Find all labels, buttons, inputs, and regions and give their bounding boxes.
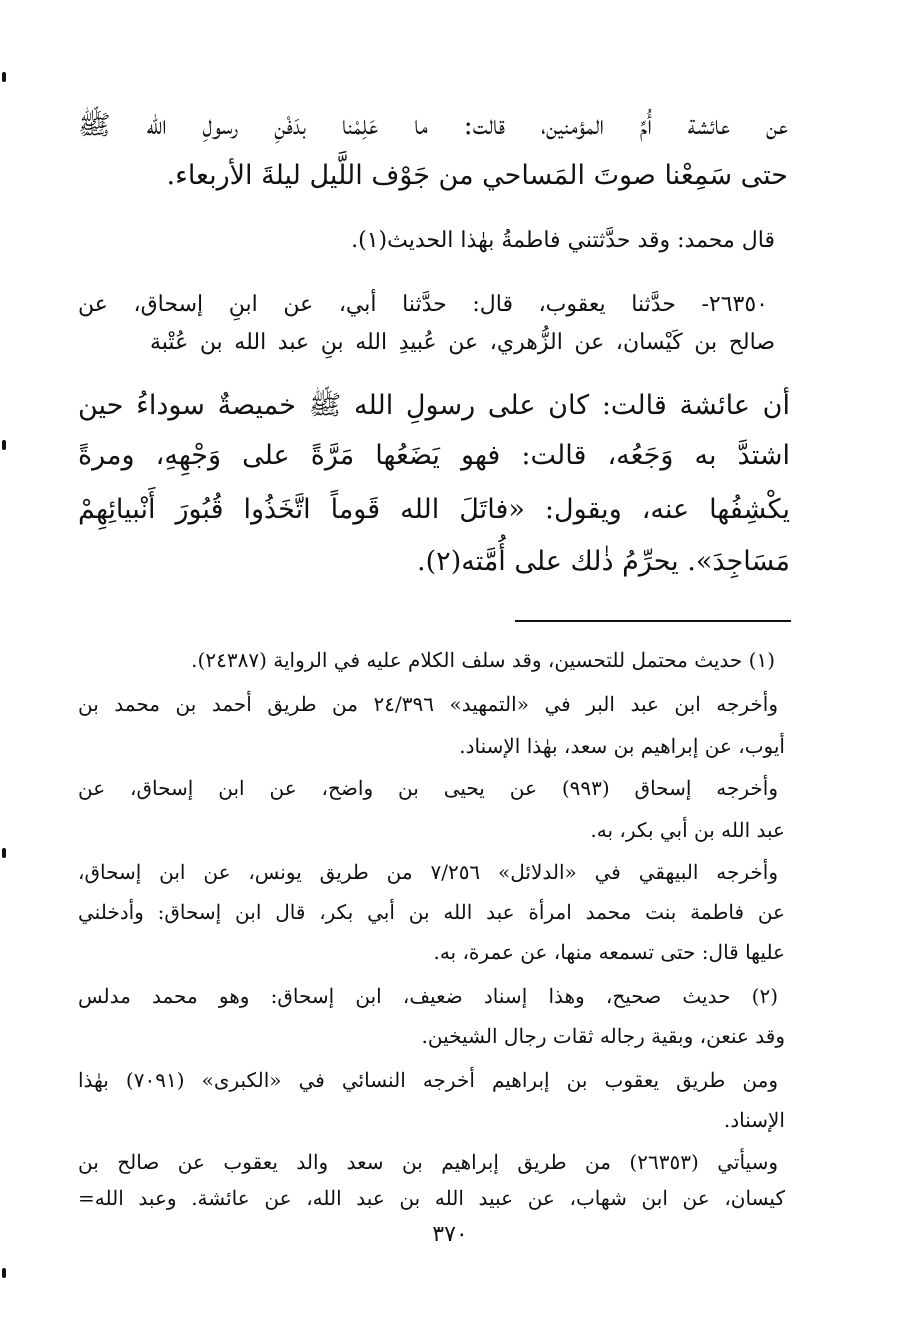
text-line: عن عائشة أُمِّ المؤمنين، قالت: ما عَلِمْنا بدَفْنِ رسولِ الله ﷺ bbox=[78, 110, 788, 141]
footnote-line: الإسناد. bbox=[723, 1108, 785, 1132]
scan-mark bbox=[2, 848, 6, 858]
footnote-line: عبد الله بن أبي بكر، به. bbox=[590, 818, 785, 842]
narrator-note: قال محمد: وقد حدَّثتني فاطمةُ بهٰذا الحديث(١). bbox=[351, 228, 775, 253]
hadith-isnad-line: صالح بن كَيْسان، عن الزُّهري، عن عُبيدِ الله بنِ عبد الله بن عُتْبة bbox=[150, 330, 775, 355]
scan-mark bbox=[2, 72, 6, 82]
footnote-line: وأخرجه ابن عبد البر في «التمهيد» ٢٤/٣٩٦ من طريق أحمد بن محمد بن bbox=[78, 692, 778, 716]
footnote-separator bbox=[515, 620, 791, 622]
footnote-line: عن فاطمة بنت محمد امرأة عبد الله بن أبي بكر، قال ابن إسحاق: وأدخلني bbox=[78, 900, 785, 924]
scan-mark bbox=[2, 1268, 6, 1278]
hadith-matn-line: اشتدَّ به وَجَعُه، قالت: فهو يَضَعُها مَرَّةً على وَجْهِهِ، ومرةً bbox=[78, 440, 790, 471]
hadith-isnad-line: ٢٦٣٥٠- حدَّثنا يعقوب، قال: حدَّثنا أبي، عن ابنِ إسحاق، عن bbox=[78, 292, 768, 317]
page-number: ٣٧٠ bbox=[432, 1222, 468, 1247]
footnote-line: وقد عنعن، وبقية رجاله ثقات رجال الشيخين. bbox=[421, 1024, 785, 1048]
text-line: حتى سَمِعْنا صوتَ المَساحي من جَوْف اللَّيل ليلةَ الأربعاء. bbox=[166, 160, 788, 191]
hadith-matn-line: يكْشِفُها عنه، ويقول: «فاتَلَ الله قَوماً اتَّخَذُوا قُبُورَ أَنْبيائِهِمْ bbox=[78, 494, 790, 525]
footnote-line: وأخرجه البيهقي في «الدلائل» ٧/٢٥٦ من طريق يونس، عن ابن إسحاق، bbox=[78, 860, 778, 884]
footnote-line: (٢) حديث صحيح، وهذا إسناد ضعيف، ابن إسحاق: وهو محمد مدلس bbox=[78, 984, 778, 1008]
scan-mark bbox=[2, 440, 6, 450]
footnote-line: وسيأتي (٢٦٣٥٣) من طريق إبراهيم بن سعد والد يعقوب عن صالح بن bbox=[78, 1150, 778, 1174]
hadith-matn-line: مَسَاجِدَ». يحرِّمُ ذٰلك على أُمَّته(٢). bbox=[417, 546, 790, 577]
footnote-line: عليها قال: حتى تسمعه منها، عن عمرة، به. bbox=[433, 940, 785, 964]
hadith-matn-line: أن عائشة قالت: كان على رسولِ الله ﷺ خميصةٌ سوداءُ حين bbox=[78, 390, 790, 421]
footnote-line: كيسان، عن ابن شهاب، عن عبيد الله بن عبد الله، عن عائشة. وعبد الله= bbox=[78, 1186, 785, 1210]
footnote-line: (١) حديث محتمل للتحسين، وقد سلف الكلام عليه في الرواية (٢٤٣٨٧). bbox=[191, 648, 775, 672]
footnote-line: أيوب، عن إبراهيم بن سعد، بهٰذا الإسناد. bbox=[459, 734, 785, 758]
footnote-line: وأخرجه إسحاق (٩٩٣) عن يحيى بن واضح، عن ابن إسحاق، عن bbox=[78, 776, 778, 800]
footnote-line: ومن طريق يعقوب بن إبراهيم أخرجه النسائي في «الكبرى» (٧٠٩١) بهٰذا bbox=[78, 1068, 778, 1092]
